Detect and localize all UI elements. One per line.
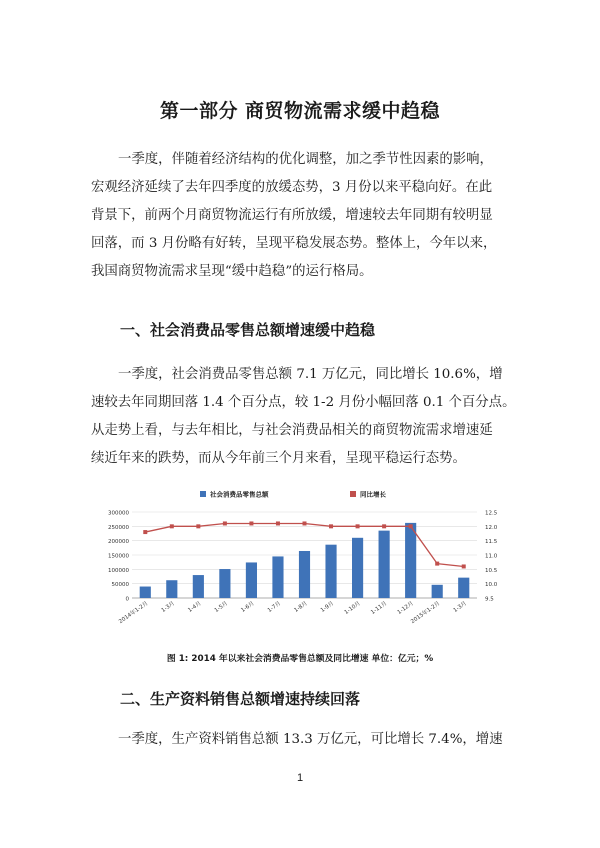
category-label: 1-5月: [213, 600, 230, 614]
intro-line: 回落，而 3 月份略有好转，呈现平稳发展态势。整体上，今年以来，: [91, 236, 497, 251]
bar: [325, 545, 336, 598]
bar: [432, 585, 443, 598]
category-label: 1-3月: [160, 600, 176, 614]
section1-paragraph: [91, 361, 531, 473]
growth-marker: [435, 562, 439, 566]
left-axis-tick-label: 200000: [108, 539, 129, 546]
bar: [166, 580, 177, 598]
growth-marker: [356, 524, 360, 528]
category-label: 1-4月: [187, 600, 203, 614]
growth-marker: [196, 524, 200, 528]
section1-line: 从走势上看，与去年相比，与社会消费品相关的商贸物流需求增速延: [91, 423, 493, 438]
figure-caption: 图 1: 2014 年以来社会消费品零售总额及同比增速 单位：亿元；%: [166, 654, 434, 664]
left-axis-tick-label: 50000: [111, 582, 129, 589]
right-axis-tick-label: 12.0: [485, 524, 498, 531]
bar: [193, 575, 204, 598]
section2-heading: 二、生产资料销售总额增速持续回落: [120, 690, 361, 708]
legend-swatch: [350, 491, 356, 497]
bar: [246, 562, 257, 598]
intro-line: 宏观经济延续了去年四季度的放缓态势，3 月份以来平稳向好。在此: [91, 180, 493, 195]
growth-marker: [329, 524, 333, 528]
growth-marker: [462, 564, 466, 568]
left-axis-tick-label: 100000: [108, 567, 129, 574]
category-label: 1-6月: [240, 600, 256, 614]
intro-paragraph: [91, 146, 531, 286]
left-axis-tick-label: 0: [125, 596, 129, 603]
growth-marker: [143, 530, 147, 534]
category-label: 2015年1-2月: [410, 600, 442, 626]
intro-line: 我国商贸物流需求呈现“缓中趋稳”的运行格局。: [91, 264, 373, 279]
section2-paragraph: [91, 726, 531, 754]
category-label: 2014年1-2月: [118, 600, 150, 626]
right-axis-tick-label: 9.5: [485, 596, 494, 603]
category-label: 1-9月: [319, 600, 336, 614]
growth-marker: [170, 524, 174, 528]
section2-line: 一季度，生产资料销售总额 13.3 万亿元，可比增长 7.4%，增速: [118, 732, 503, 747]
category-label: 1-7月: [266, 600, 283, 614]
growth-marker: [223, 521, 227, 525]
right-axis-tick-label: 11.0: [485, 553, 498, 560]
section1-line: 一季度，社会消费品零售总额 7.1 万亿元，同比增长 10.6%，增: [118, 367, 503, 382]
growth-marker: [409, 524, 413, 528]
intro-line: 背景下，前两个月商贸物流运行有所放缓，增速较去年同期有较明显: [91, 208, 493, 223]
category-label: 1-12月: [396, 600, 415, 616]
bar: [272, 556, 283, 598]
growth-marker: [303, 521, 307, 525]
right-axis-tick-label: 10.0: [485, 582, 498, 589]
page-number: 1: [296, 772, 304, 784]
growth-marker: [276, 521, 280, 525]
category-label: 1-8月: [293, 600, 309, 614]
left-axis-tick-label: 150000: [108, 553, 129, 560]
section1-line: 续近年来的跌势，而从今年前三个月来看，呈现平稳运行态势。: [91, 451, 466, 466]
right-axis-tick-label: 10.5: [485, 567, 498, 574]
intro-line: 一季度，伴随着经济结构的优化调整，加之季节性因素的影响，: [118, 152, 493, 167]
left-axis-tick-label: 300000: [108, 510, 129, 517]
bar: [219, 569, 230, 598]
left-axis-tick-label: 250000: [108, 524, 129, 531]
legend-label: 同比增长: [360, 490, 386, 499]
right-axis-tick-label: 11.5: [485, 539, 498, 546]
section1-line: 速较去年同期回落 1.4 个百分点，较 1-2 月份小幅回落 0.1 个百分点。: [91, 395, 516, 410]
bar: [299, 551, 310, 598]
bar: [140, 587, 151, 598]
legend-label: 社会消费品零售总额: [210, 490, 269, 499]
bar: [379, 531, 390, 598]
retail-sales-chart: [92, 486, 512, 646]
growth-marker: [249, 521, 253, 525]
category-label: 1-10月: [343, 600, 362, 616]
section1-heading: 一、社会消费品零售总额增速缓中趋稳: [120, 321, 376, 339]
legend-swatch: [200, 491, 206, 497]
page-title: 第一部分 商贸物流需求缓中趋稳: [159, 100, 441, 122]
bar: [352, 538, 363, 598]
category-label: 1-11月: [370, 600, 389, 616]
bar: [405, 523, 416, 598]
right-axis-tick-label: 12.5: [485, 510, 498, 517]
category-label: 1-3月: [452, 600, 468, 614]
growth-marker: [382, 524, 386, 528]
bar: [458, 578, 469, 598]
